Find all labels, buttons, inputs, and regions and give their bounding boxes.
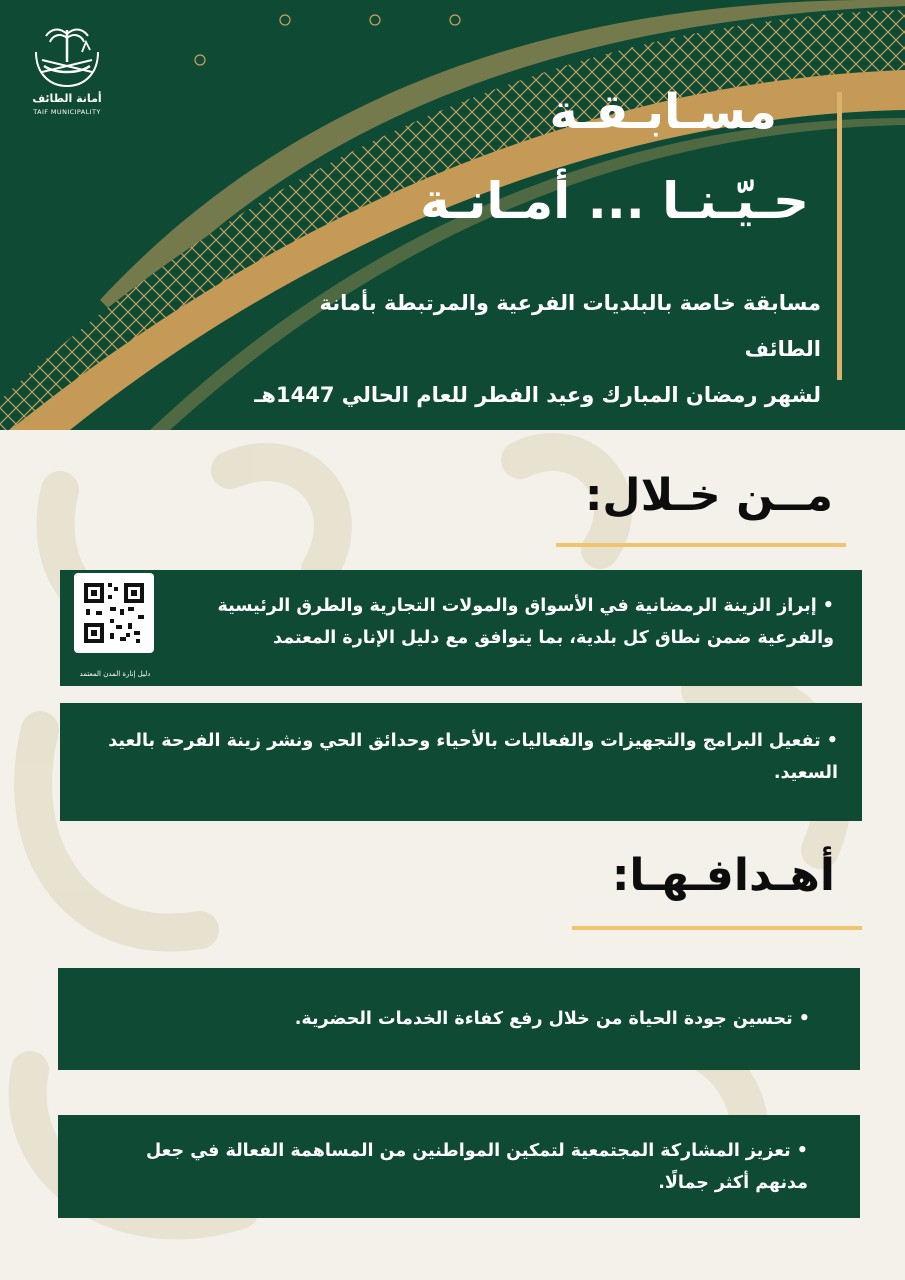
qr-caption: دليل إنارة المدن المعتمد: [79, 670, 151, 678]
qr-code[interactable]: [74, 573, 154, 653]
vertical-gold-divider: [837, 92, 842, 380]
section-underline-through: [556, 543, 846, 547]
page-title-line2: حـيّـنـا ... أمـانـة: [420, 172, 809, 230]
through-card-1: [60, 570, 862, 686]
logo-name-arabic: أمانة الطائف: [32, 92, 102, 105]
logo-name-english: TAIF MUNICIPALITY: [33, 108, 101, 116]
goals-card-1: [58, 968, 860, 1070]
intro-line-2: لشهر رمضان المبارك وعيد الفطر للعام الحالي 1447هـ: [254, 383, 821, 407]
intro-line-1: مسابقة خاصة بالبلديات الفرعية والمرتبطة بأمانة الطائف: [319, 291, 821, 361]
through-item-1: • إبراز الزينة الرمضانية في الأسواق والمولات التجارية والطرق الرئيسية والفرعية ضمن نطاق كل بلدية، بما يتوافق مع دليل الإنارة المعتمد: [174, 590, 834, 654]
through-card-2: [60, 703, 862, 821]
palm-swords-emblem-icon: [28, 22, 106, 92]
goals-item-2: • تعزيز المشاركة المجتمعية لتمكين المواطنين من المساهمة الفعالة في جعل مدنهم أكثر جمالًا.: [88, 1135, 808, 1199]
taif-municipality-logo: [28, 22, 106, 122]
section-underline-goals: [572, 926, 862, 930]
qr-code-icon: [74, 573, 154, 653]
section-title-through: مــن خـلال:: [584, 470, 833, 521]
header-banner: [0, 0, 905, 430]
page-title-line1: مسـابـقـة: [549, 84, 777, 140]
goals-item-1: • تحسين جودة الحياة من خلال رفع كفاءة الخدمات الحضرية.: [110, 1003, 810, 1035]
through-item-2: • تفعيل البرامج والتجهيزات والفعاليات بالأحياء وحدائق الحي ونشر زينة الفرحة بالعيد السعيد.: [108, 725, 838, 789]
intro-text: [241, 280, 821, 418]
section-title-goals: أهـدافـهـا:: [611, 850, 835, 901]
goals-card-2: [58, 1115, 860, 1218]
